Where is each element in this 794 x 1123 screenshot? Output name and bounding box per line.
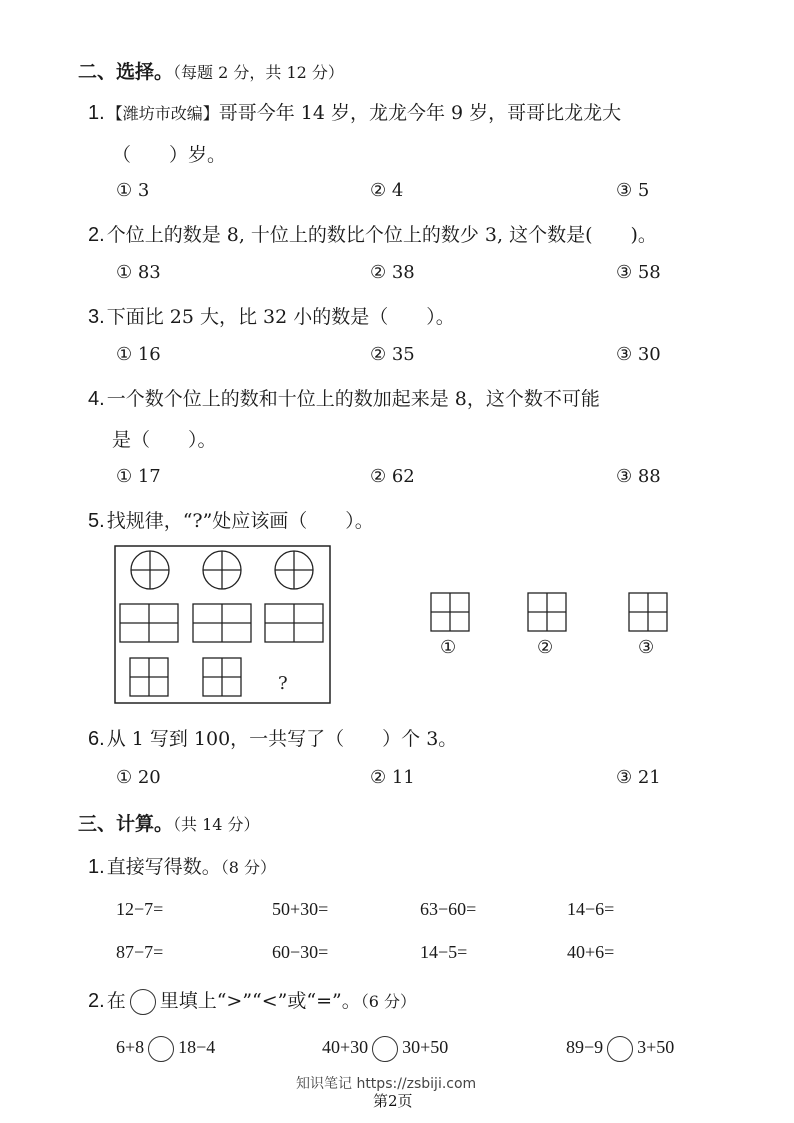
- page-number: 第2页: [373, 1092, 413, 1110]
- option-2[interactable]: ② 35: [370, 344, 415, 365]
- compare-right: 18−4: [178, 1037, 216, 1058]
- question-1: [88, 98, 621, 125]
- answer-circle[interactable]: [372, 1036, 398, 1062]
- calc-item[interactable]: 12−7=: [116, 899, 164, 919]
- calc-item[interactable]: 87−7=: [116, 942, 164, 962]
- square-grid-icon: [203, 658, 241, 696]
- circle-cross-icon: [275, 551, 313, 589]
- compare-item: [566, 1036, 674, 1062]
- choice-2-square-icon[interactable]: [527, 592, 569, 634]
- compare-right: 3+50: [637, 1037, 675, 1058]
- question-number: 3.: [88, 306, 105, 328]
- question-4-line2: 是（ ）。: [112, 429, 217, 451]
- answer-circle[interactable]: [148, 1036, 174, 1062]
- question-3: [88, 302, 455, 329]
- question-1-line2: （ ）岁。: [112, 144, 227, 166]
- question-number: 4.: [88, 388, 105, 410]
- question-mark: ?: [278, 673, 288, 694]
- question-text: 直接写得数。: [106, 856, 221, 878]
- calc-item[interactable]: 63−60=: [420, 899, 477, 919]
- question-text: 一个数个位上的数和十位上的数加起来是 8，这个数不可能: [106, 388, 600, 410]
- calc-item[interactable]: 14−5=: [420, 942, 468, 962]
- question-number: 1.: [88, 856, 105, 878]
- compare-item: [322, 1036, 448, 1062]
- score-note: （6 分）: [360, 992, 417, 1011]
- choice-3-label: ③: [638, 637, 655, 658]
- rectangle-grid-icon: [265, 604, 323, 642]
- calc-question-2: [88, 986, 416, 1015]
- calc-item[interactable]: 14−6=: [567, 899, 615, 919]
- rectangle-grid-icon: [193, 604, 251, 642]
- option-2[interactable]: ② 38: [370, 262, 415, 283]
- choice-1-square-icon[interactable]: [430, 592, 472, 634]
- option-1[interactable]: ① 17: [116, 466, 161, 487]
- option-2[interactable]: ② 11: [370, 767, 415, 788]
- rectangle-grid-icon: [120, 604, 178, 642]
- question-2: [88, 220, 657, 247]
- question-text-post: 里填上“>”“<”或“=”。: [159, 990, 361, 1012]
- option-3[interactable]: ③ 88: [616, 466, 661, 487]
- section-3-heading: 三、计算。: [78, 813, 174, 835]
- question-number: 6.: [88, 728, 105, 750]
- circle-cross-icon: [131, 551, 169, 589]
- section-3-score-note: （共 14 分）: [173, 815, 260, 834]
- option-1[interactable]: ① 83: [116, 262, 161, 283]
- question-text-pre: 在: [106, 990, 126, 1012]
- option-3[interactable]: ③ 30: [616, 344, 661, 365]
- choice-1-label: ①: [440, 637, 457, 658]
- question-number: 5.: [88, 510, 105, 532]
- question-number: 2.: [88, 990, 105, 1012]
- circle-cross-icon: [203, 551, 241, 589]
- question-text: 个位上的数是 8, 十位上的数比个位上的数少 3, 这个数是( )。: [106, 224, 657, 246]
- section-2-title: [78, 57, 344, 84]
- calc-item[interactable]: 40+6=: [567, 942, 615, 962]
- pattern-figure: [114, 545, 332, 705]
- compare-left: 40+30: [322, 1037, 369, 1058]
- question-source-tag: 【潍坊市改编】: [106, 104, 219, 123]
- question-4: [88, 384, 600, 411]
- option-1[interactable]: ① 3: [116, 180, 150, 201]
- square-grid-icon: [130, 658, 168, 696]
- option-3[interactable]: ③ 5: [616, 180, 650, 201]
- section-3-title: [78, 809, 260, 836]
- calc-question-1: [88, 852, 276, 879]
- question-number: 2.: [88, 224, 105, 246]
- option-1[interactable]: ① 20: [116, 767, 161, 788]
- calc-item[interactable]: 50+30=: [272, 899, 329, 919]
- choice-2-label: ②: [537, 637, 554, 658]
- compare-left: 89−9: [566, 1037, 604, 1058]
- compare-left: 6+8: [116, 1037, 145, 1058]
- option-3[interactable]: ③ 21: [616, 767, 661, 788]
- choice-3-square-icon[interactable]: [628, 592, 670, 634]
- answer-circle[interactable]: [607, 1036, 633, 1062]
- question-text: 下面比 25 大，比 32 小的数是（ ）。: [106, 306, 455, 328]
- calc-item[interactable]: 60−30=: [272, 942, 329, 962]
- empty-circle-icon: [130, 989, 156, 1015]
- question-5: [88, 506, 374, 533]
- option-1[interactable]: ① 16: [116, 344, 161, 365]
- section-2-heading: 二、选择。: [78, 61, 174, 83]
- section-2-score-note: （每题 2 分，共 12 分）: [173, 63, 344, 82]
- option-2[interactable]: ② 62: [370, 466, 415, 487]
- option-3[interactable]: ③ 58: [616, 262, 661, 283]
- question-number: 1.: [88, 102, 105, 124]
- question-6: [88, 724, 457, 751]
- question-text: 哥哥今年 14 岁，龙龙今年 9 岁，哥哥比龙龙大: [218, 102, 622, 124]
- compare-item: [116, 1036, 215, 1062]
- question-text: 找规律，“?”处应该画（ ）。: [106, 510, 374, 532]
- compare-right: 30+50: [402, 1037, 449, 1058]
- watermark-text: 知识笔记 https://zsbiji.com: [296, 1076, 477, 1092]
- score-note: （8 分）: [220, 858, 276, 877]
- question-text: 从 1 写到 100，一共写了（ ）个 3。: [106, 728, 458, 750]
- option-2[interactable]: ② 4: [370, 180, 404, 201]
